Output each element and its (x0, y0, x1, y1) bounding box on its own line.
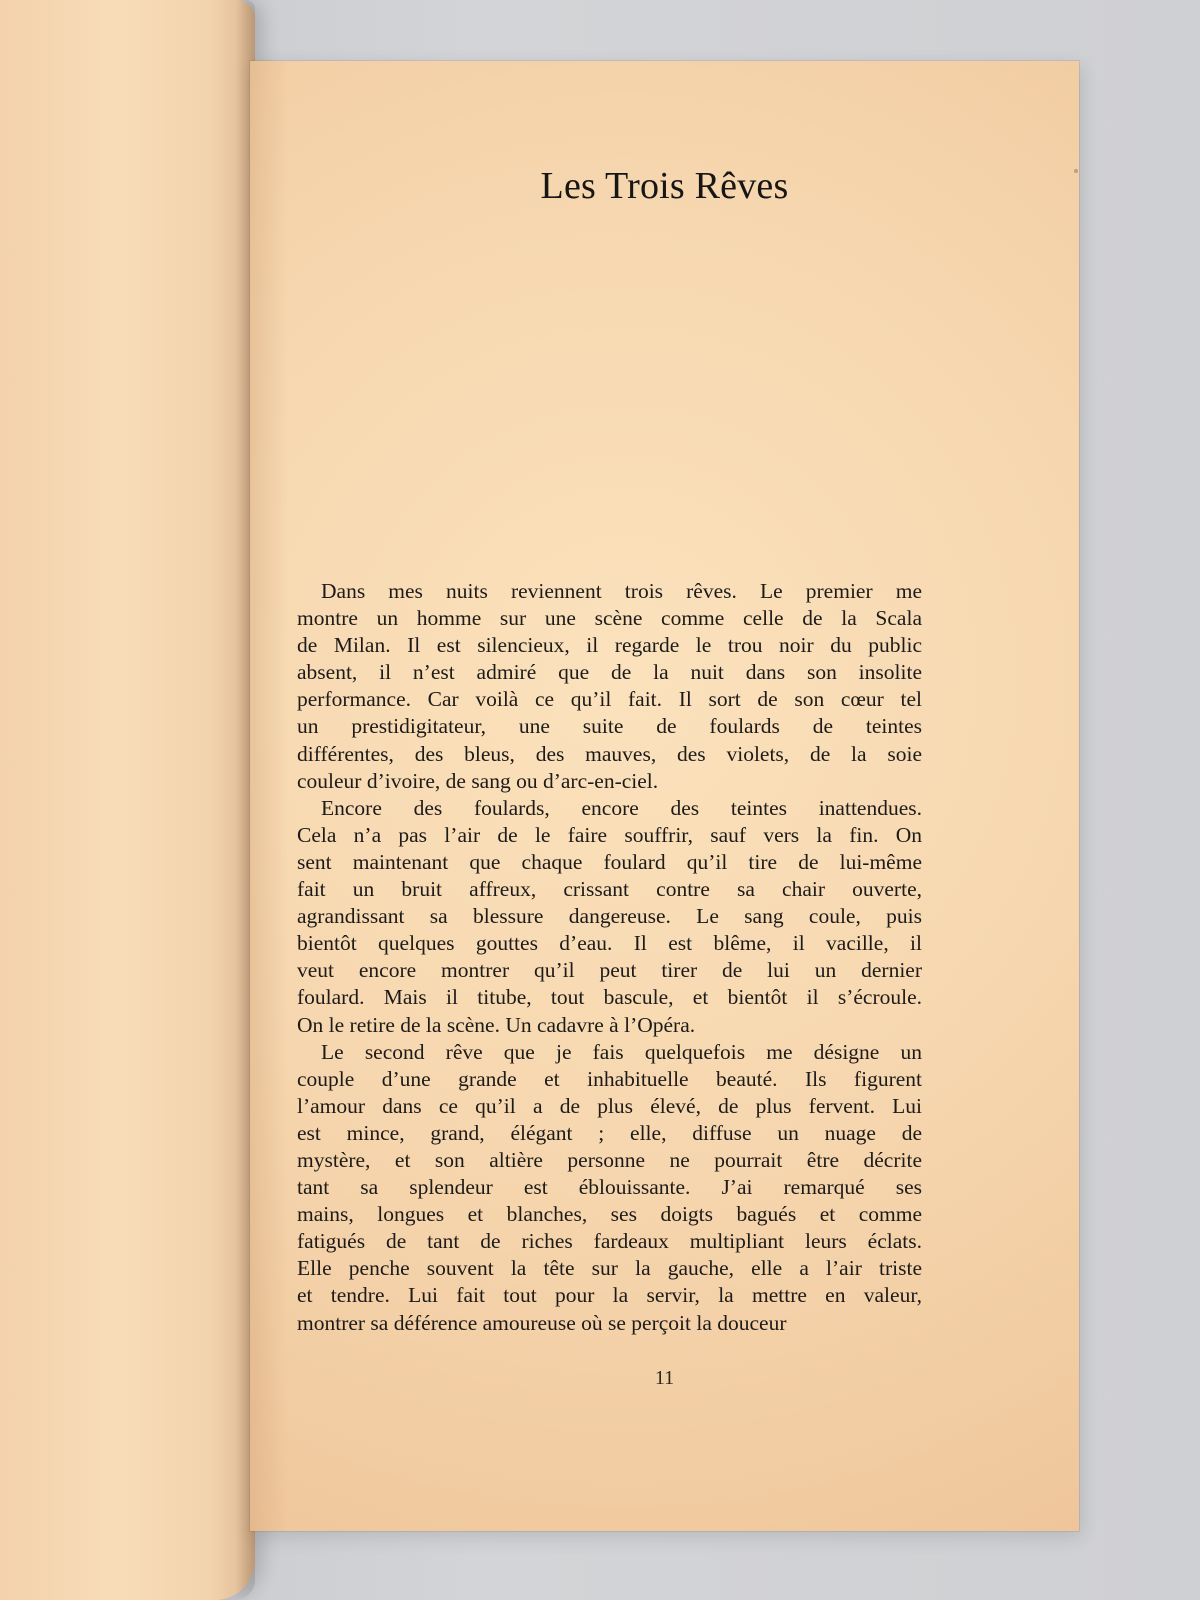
text-line: veut encore montrer qu’il peut tirer de lui un dernier (297, 958, 922, 983)
text-line: mains, longues et blanches, ses doigts bagués et comme (297, 1202, 922, 1227)
text-line: mystère, et son altière personne ne pourrait être décrite (297, 1147, 922, 1172)
text-line: bientôt quelques gouttes d’eau. Il est blême, il vacille, il (297, 931, 922, 956)
text-line: sent maintenant que chaque foulard qu’il tire de lui-même (297, 849, 922, 874)
text-line: montrer sa déférence amoureuse où se perçoit la douceur (297, 1310, 787, 1335)
text-line: de Milan. Il est silencieux, il regarde le trou noir du public (297, 633, 922, 658)
text-line: On le retire de la scène. Un cadavre à l’Opéra. (297, 1012, 696, 1037)
text-line: performance. Car voilà ce qu’il fait. Il sort de son cœur tel (297, 687, 922, 712)
text-line: fait un bruit affreux, crissant contre sa chair ouverte, (297, 877, 922, 902)
text-line: Le second rêve que je fais quelquefois me désigne un (321, 1039, 922, 1064)
book-page (250, 61, 1079, 1531)
paragraph (297, 1039, 922, 1337)
paragraph (297, 578, 922, 795)
chapter-title: Les Trois Rêves (540, 165, 789, 207)
text-line: couleur d’ivoire, de sang ou d’arc-en-ciel. (297, 768, 659, 793)
text-line: est mince, grand, élégant ; elle, diffuse un nuage de (297, 1120, 922, 1145)
page-number: 11 (654, 1367, 675, 1389)
text-line: couple d’une grande et inhabituelle beauté. Ils figurent (297, 1066, 922, 1091)
left-page (0, 0, 255, 1600)
paragraph (297, 795, 922, 1039)
text-line: foulard. Mais il titube, tout bascule, et bientôt il s’écroule. (297, 985, 922, 1010)
text-line: absent, il n’est admiré que de la nuit dans son insolite (297, 660, 922, 685)
body-text (297, 578, 922, 1337)
left-page-show-through (0, 410, 120, 535)
text-line: fatigués de tant de riches fardeaux multipliant leurs éclats. (297, 1229, 922, 1254)
text-line: un prestidigitateur, une suite de foulards de teintes (297, 714, 922, 739)
text-line: l’amour dans ce qu’il a de plus élevé, de plus fervent. Lui (297, 1093, 922, 1118)
show-through-text (302, 169, 982, 574)
text-line: Dans mes nuits reviennent trois rêves. Le premier me (321, 579, 922, 603)
text-line: tant sa splendeur est éblouissante. J’ai remarqué ses (297, 1175, 922, 1200)
text-line: Elle penche souvent la tête sur la gauche, elle a l’air triste (297, 1256, 922, 1281)
text-line: agrandissant sa blessure dangereuse. Le sang coule, puis (297, 904, 922, 929)
text-line: et tendre. Lui fait tout pour la servir, la mettre en valeur, (297, 1283, 922, 1308)
text-line: montre un homme sur une scène comme celle de la Scala (297, 606, 922, 631)
text-line: Encore des foulards, encore des teintes inattendues. (321, 795, 922, 820)
text-line: différentes, des bleus, des mauves, des violets, de la soie (297, 741, 922, 766)
text-line: Cela n’a pas l’air de le faire souffrir, sauf vers la fin. On (297, 822, 922, 847)
